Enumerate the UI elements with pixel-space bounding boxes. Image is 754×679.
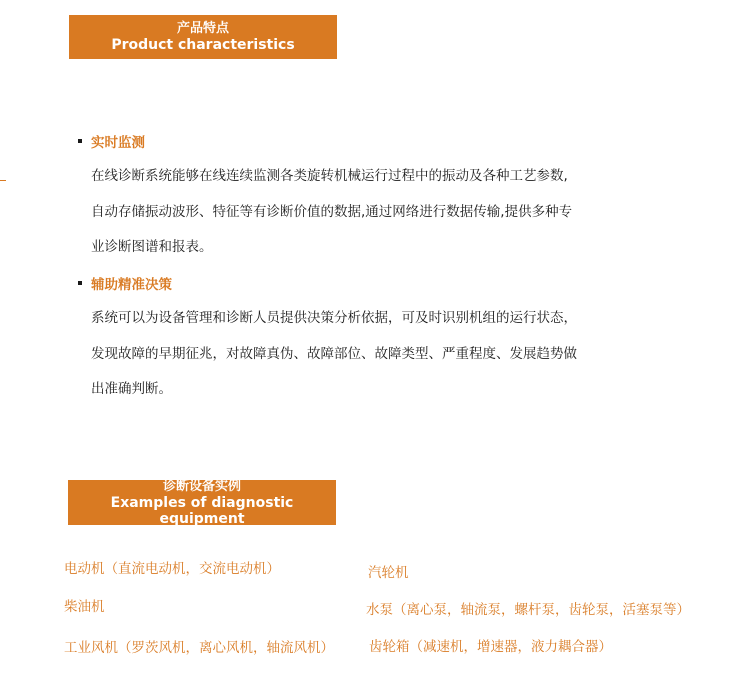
- edge-marker: [0, 180, 6, 181]
- equipment-item-pump: 水泵（离心泵，轴流泵，螺杆泵，齿轮泵，活塞泵等）: [366, 602, 690, 618]
- header-title-zh: 产品特点: [176, 21, 229, 36]
- description-line: 业诊断图谱和报表。: [91, 239, 213, 255]
- description-line: 发现故障的早期征兆，对故障真伪、故障部位、故障类型、严重程度、发展趋势做: [91, 345, 577, 362]
- equipment-item-gearbox: 齿轮箱（减速机，增速器，液力耦合器）: [369, 639, 612, 655]
- description-line: 在线诊断系统能够在线连续监测各类旋转机械运行过程中的振动及各种工艺参数,: [91, 168, 568, 184]
- header-title-zh: 诊断设备实例: [162, 478, 241, 494]
- square-bullet-icon: [78, 281, 82, 285]
- feature-title-text: 辅助精准决策: [91, 277, 172, 293]
- diagnostic-equipment-header: [68, 480, 336, 525]
- square-bullet-icon: [78, 139, 82, 143]
- equipment-item-motor: 电动机（直流电动机，交流电动机）: [64, 561, 280, 577]
- description-line: 出准确判断。: [91, 381, 172, 397]
- description-line: 自动存储振动波形、特征等有诊断价值的数据,通过网络进行数据传输,提供多种专: [91, 203, 573, 220]
- feature-description-realtime-monitoring: [91, 159, 631, 266]
- feature-description-decision-support: [91, 301, 631, 408]
- equipment-item-diesel-engine: 柴油机: [64, 599, 105, 615]
- product-characteristics-header: [69, 15, 337, 59]
- feature-title-decision-support: [78, 273, 172, 293]
- equipment-item-steam-turbine: 汽轮机: [368, 565, 409, 581]
- header-title-en: Product characteristics: [111, 37, 295, 53]
- description-line: 系统可以为设备管理和诊断人员提供决策分析依据，可及时识别机组的运行状态，: [91, 310, 577, 326]
- header-title-en: Examples of diagnostic equipment: [110, 494, 294, 527]
- feature-title-realtime-monitoring: [78, 131, 145, 151]
- equipment-item-industrial-fan: 工业风机（罗茨风机，离心风机，轴流风机）: [64, 640, 334, 656]
- feature-title-text: 实时监测: [91, 135, 145, 151]
